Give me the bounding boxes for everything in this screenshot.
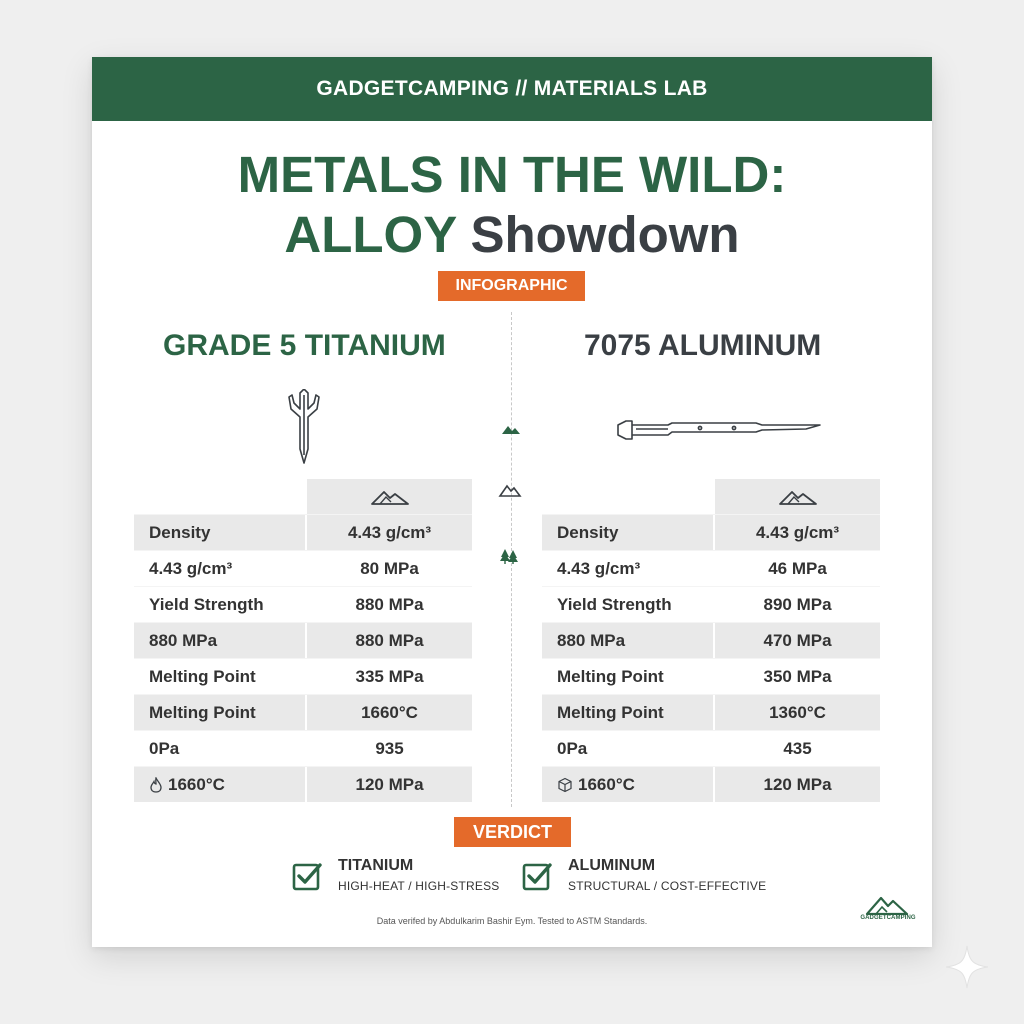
table-row: 4.43 g/cm³ 80 MPa: [134, 550, 472, 586]
mountain-icon: [370, 488, 410, 506]
table-row: Melting Point 350 MPa: [542, 658, 880, 694]
title-word-alloy: ALLOY: [284, 206, 457, 263]
table-row: 0Pa 435: [542, 730, 880, 766]
title-word-showdown: Showdown: [470, 206, 740, 263]
verdict-subtitle: STRUCTURAL / COST-EFFECTIVE: [568, 878, 767, 893]
logo-text: GADGETCAMPING: [860, 915, 916, 921]
aluminum-tent-pole-icon: [616, 415, 822, 445]
brand-header: [92, 57, 932, 121]
table-header-row: [542, 479, 880, 514]
main-title-line1: METALS IN THE WILD:: [237, 146, 787, 203]
verdict-subtitle: HIGH-HEAT / HIGH-STRESS: [338, 878, 500, 893]
aluminum-spec-table: [542, 479, 880, 802]
table-row: 880 MPa 880 MPa: [134, 622, 472, 658]
verdict-badge: VERDICT: [454, 817, 571, 847]
table-row: Density 4.43 g/cm³: [542, 514, 880, 550]
verdict-aluminum: [522, 857, 766, 893]
data-footnote: Data verifed by Abdulkarim Bashir Eym. Tested to ASTM Standards.: [376, 916, 648, 926]
checkbox-checked-icon: [292, 861, 322, 891]
verdict-title: ALUMINUM: [568, 857, 656, 874]
verdict-title: TITANIUM: [338, 857, 414, 874]
table-row: Melting Point 1660°C: [134, 694, 472, 730]
brand-title: GADGETCAMPING // MATERIALS LAB: [316, 77, 708, 100]
infographic-badge: INFOGRAPHIC: [438, 271, 585, 301]
table-row: Melting Point 1360°C: [542, 694, 880, 730]
titanium-spec-table: [134, 479, 472, 802]
aluminum-heading: 7075 ALUMINUM: [584, 329, 822, 362]
mountain-icon: [857, 893, 919, 915]
table-row: 880 MPa 470 MPa: [542, 622, 880, 658]
table-row: 1660°C 120 MPa: [542, 766, 880, 802]
checkbox-checked-icon: [522, 861, 552, 891]
table-row: 4.43 g/cm³ 46 MPa: [542, 550, 880, 586]
infographic-card: [92, 57, 932, 947]
mountain-icon: [778, 488, 818, 506]
cube-icon: [557, 777, 573, 793]
table-row: Melting Point 335 MPa: [134, 658, 472, 694]
verdict-titanium: [292, 857, 500, 893]
pine-trees-icon: [498, 547, 522, 565]
main-title-line2: [92, 206, 932, 263]
table-row: Density 4.43 g/cm³: [134, 514, 472, 550]
sparkle-icon: [944, 944, 990, 990]
table-header-row: [134, 479, 472, 514]
table-row: 1660°C 120 MPa: [134, 766, 472, 802]
brand-logo: [857, 893, 919, 921]
titanium-stake-icon: [286, 389, 322, 465]
table-row: Yield Strength 890 MPa: [542, 586, 880, 622]
table-row: 0Pa 935: [134, 730, 472, 766]
table-row: Yield Strength 880 MPa: [134, 586, 472, 622]
titanium-heading: GRADE 5 TITANIUM: [163, 329, 446, 362]
mountain-icon: [498, 483, 522, 497]
mountain-icon: [500, 423, 522, 435]
flame-icon: [149, 777, 163, 793]
